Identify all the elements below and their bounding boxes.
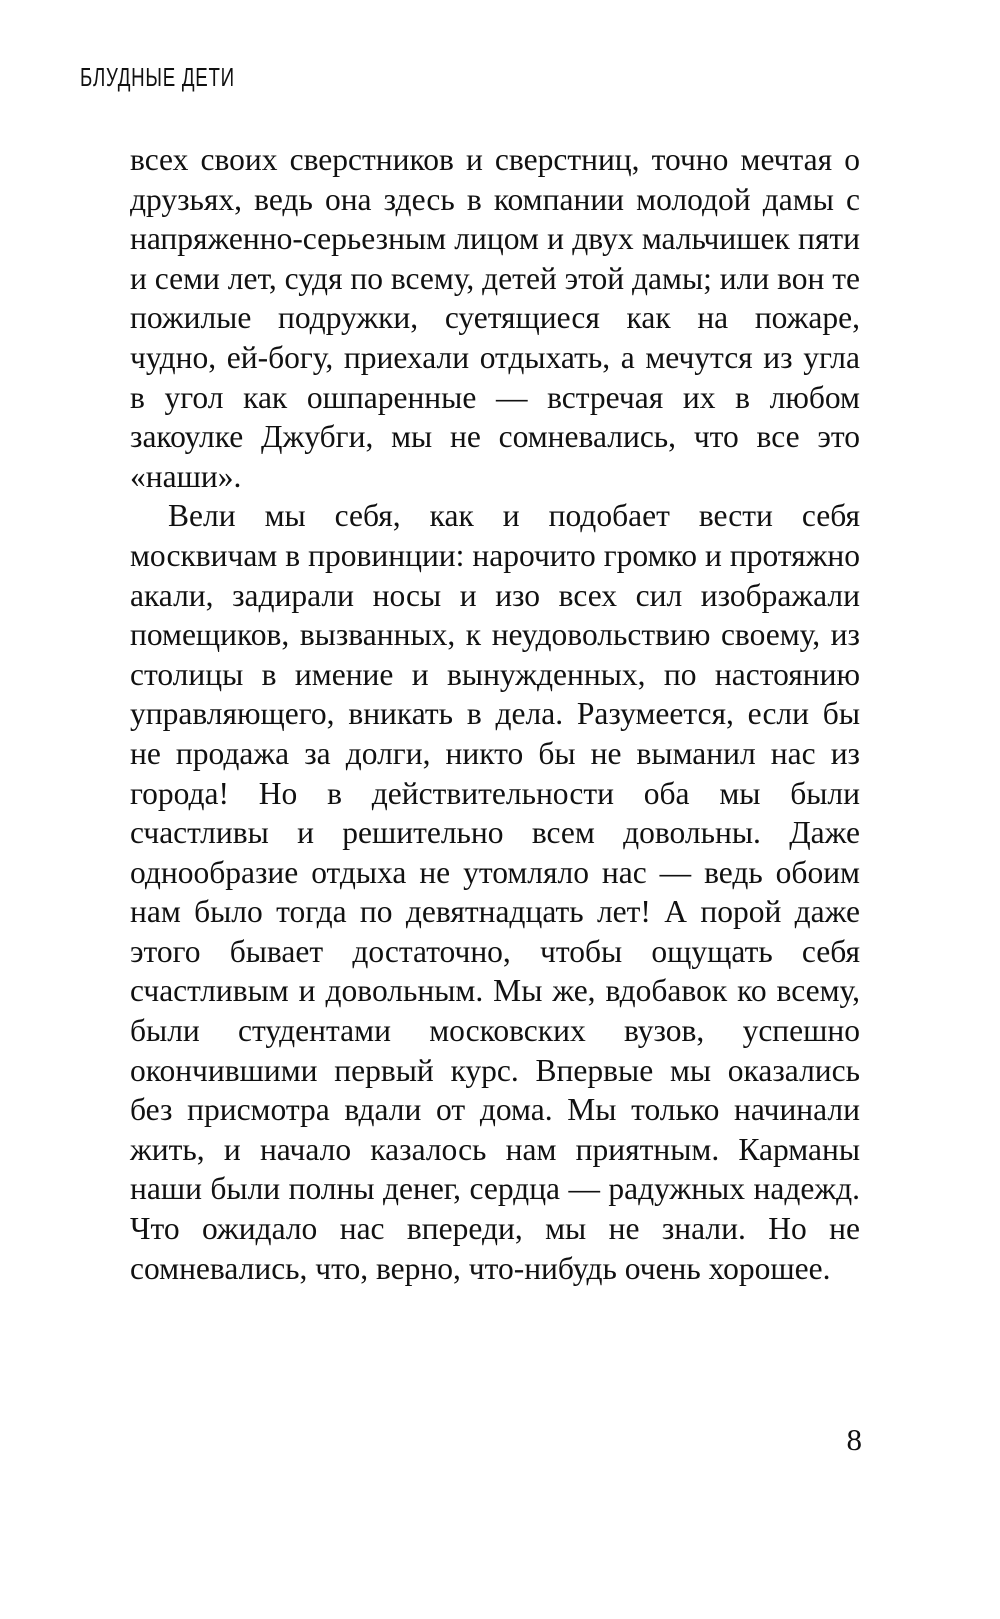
body-text — [130, 140, 860, 1288]
page-number: 8 — [846, 1422, 862, 1457]
paragraph-2: Вели мы себя, как и подобает вести себя москвичам в провинции: нарочито громко и протяжно акали, задирали носы и изо всех сил изображали помещиков, вызванных, к неудовольствию своему, из столицы в имение и вынужденных, по настоянию управляющего, вникать в дела. Разумеется, если бы не продажа за долги, никто бы не выманил нас из города! Но в действительности оба мы были счастливы и решительно всем довольны. Даже однообразие отдыха не утомляло нас — ведь обоим нам было тогда по девятнадцать лет! А порой даже этого бывает достаточно, чтобы ощущать себя счастливым и довольным. Мы же, вдобавок ко всему, были студентами московских вузов, успешно окончившими первый курс. Впервые мы оказались без присмотра вдали от дома. Мы только начинали жить, и начало казалось нам приятным. Карманы наши были полны денег, сердца — радужных надежд. Что ожидало нас впереди, мы не знали. Но не сомневались, что, верно, что-нибудь очень хорошее. — [130, 498, 860, 1286]
paragraph-1: всех своих сверстников и сверстниц, точно мечтая о друзьях, ведь она здесь в компании молодой дамы с напряженно-серьезным лицом и двух мальчишек пяти и семи лет, судя по всему, детей этой дамы; или вон те пожилые подружки, суетящиеся как на пожаре, чудно, ей-богу, приехали отдыхать, а мечутся из угла в угол как ошпаренные — встречая их в любом закоулке Джубги, мы не сомневались, что все это «наши». — [130, 142, 860, 494]
running-title: БЛУДНЫЕ ДЕТИ — [80, 62, 235, 92]
